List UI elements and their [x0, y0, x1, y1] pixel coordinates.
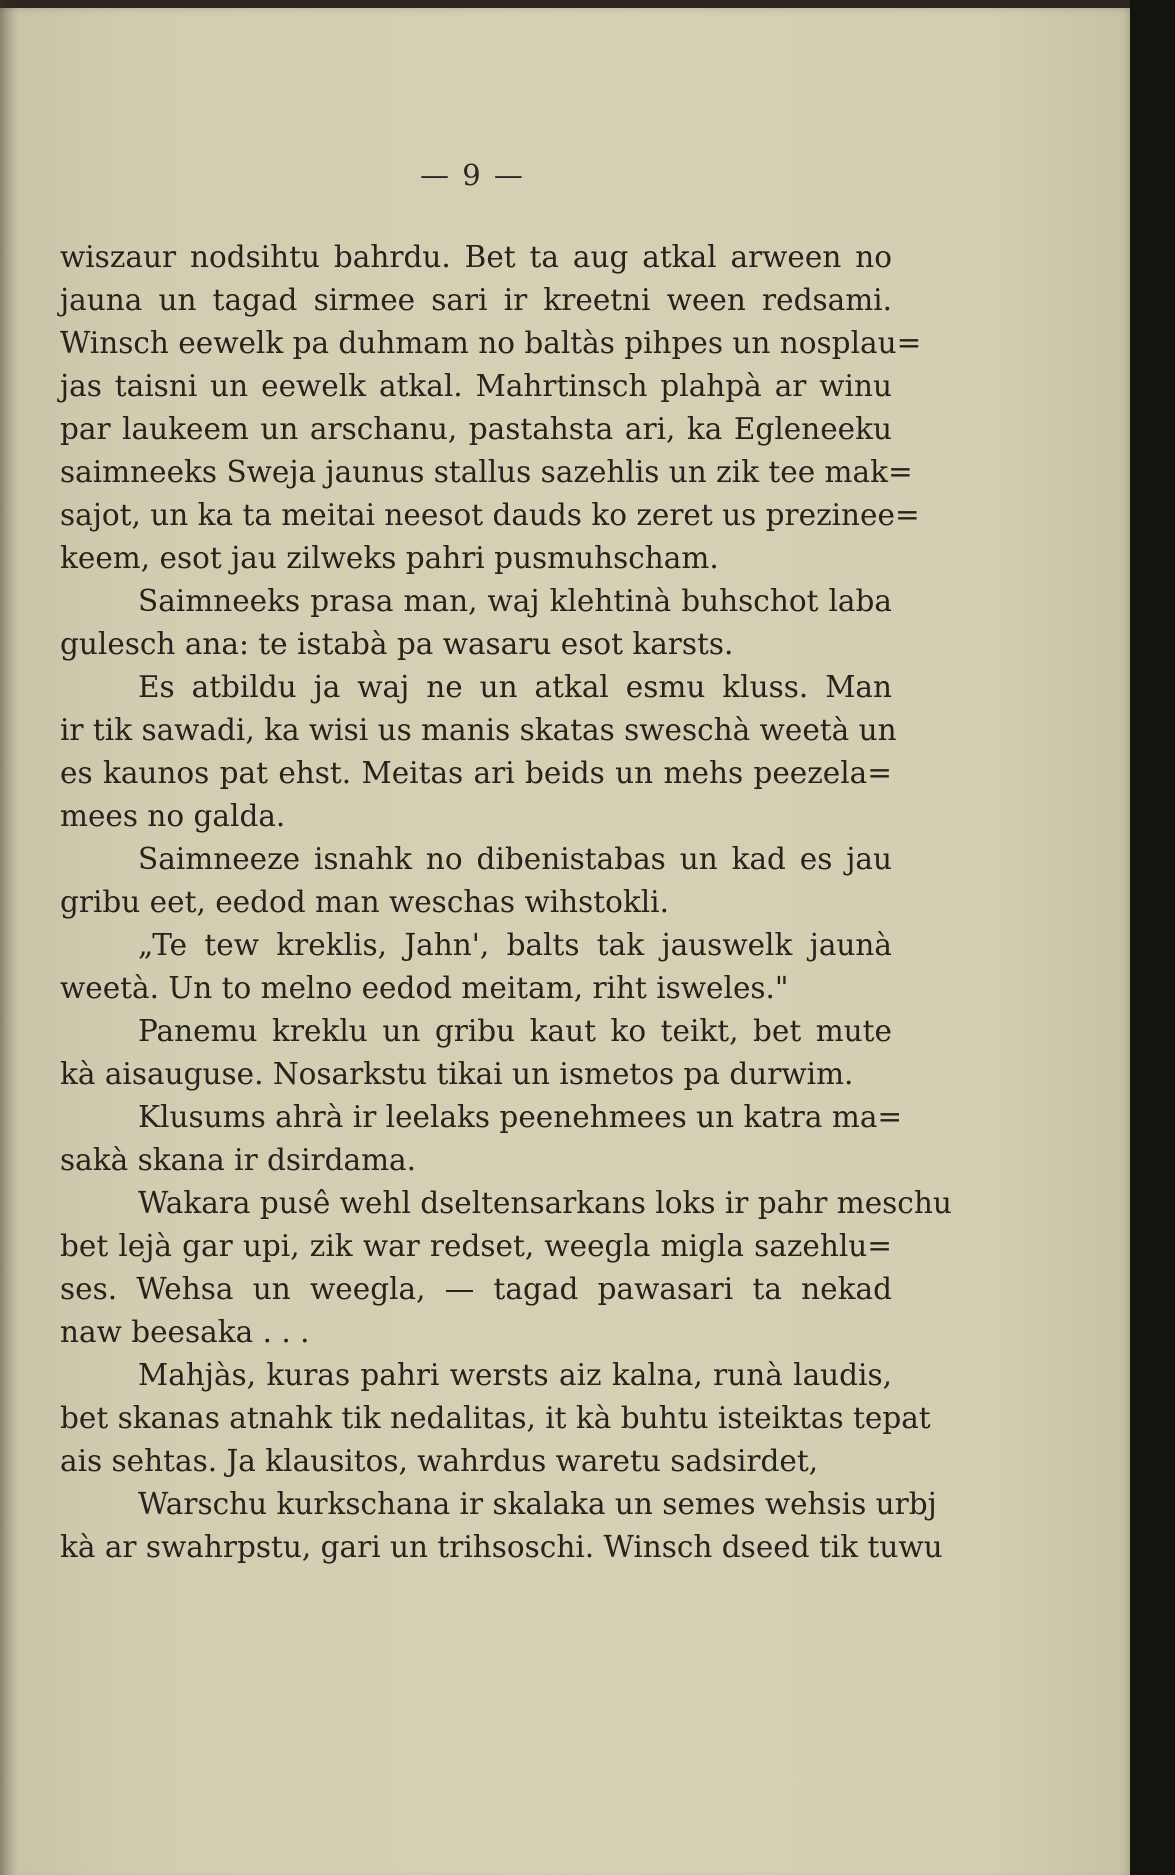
paragraph: [60, 1483, 943, 1569]
text-line: Es atbildu ja waj ne un atkal esmu kluss. Man: [138, 670, 892, 704]
spine-shadow: [0, 0, 18, 1875]
text-line: gribu eet, eedod man weschas wihstokli.: [60, 885, 669, 919]
paragraph: [60, 1354, 931, 1483]
text-line: Klusums ahrà ir leelaks peenehmees un katra ma=: [138, 1100, 903, 1134]
text-line: naw beesaka . . .: [60, 1315, 310, 1349]
paragraph: [60, 666, 897, 838]
text-line: bet skanas atnahk tik nedalitas, it kà buhtu isteiktas tepat: [60, 1401, 931, 1435]
text-line: ir tik sawadi, ka wisi us manis skatas sweschà weetà un: [60, 713, 897, 747]
paragraph: [60, 580, 892, 666]
text-line: kà aisauguse. Nosarkstu tikai un ismetos pa durwim.: [60, 1057, 854, 1091]
page-number: — 9 —: [420, 158, 525, 192]
text-line: keem, esot jau zilweks pahri pusmuhscham.: [60, 541, 719, 575]
paragraph: [60, 838, 892, 924]
paragraph: [60, 1096, 903, 1182]
text-line: bet lejà gar upi, zik war redset, weegla migla sazehlu=: [60, 1229, 892, 1263]
text-line: ais sehtas. Ja klausitos, wahrdus waretu sadsirdet,: [60, 1444, 819, 1478]
paragraph: [60, 924, 892, 1010]
paragraph: [60, 1010, 892, 1096]
text-line: weetà. Un to melno eedod meitam, riht isweles.": [60, 971, 789, 1005]
text-line: sakà skana ir dsirdama.: [60, 1143, 417, 1177]
body-text: [60, 236, 952, 1569]
text-line: jas taisni un eewelk atkal. Mahrtinsch plahpà ar winu: [60, 369, 892, 403]
text-line: par laukeem un arschanu, pastahsta ari, ka Egleneeku: [60, 412, 892, 446]
text-line: Warschu kurkschana ir skalaka un semes wehsis urbj: [138, 1487, 937, 1521]
text-line: es kaunos pat ehst. Meitas ari beids un mehs peezela=: [60, 756, 892, 790]
text-line: „Te tew kreklis, Jahn', balts tak jauswelk jaunà: [138, 928, 892, 962]
paragraph: [60, 236, 922, 580]
text-line: Saimneeze isnahk no dibenistabas un kad es jau: [138, 842, 892, 876]
text-line: Panemu kreklu un gribu kaut ko teikt, bet mute: [138, 1014, 892, 1048]
text-line: Wakara pusê wehl dseltensarkans loks ir pahr meschu: [138, 1186, 952, 1220]
text-line: wiszaur nodsihtu bahrdu. Bet ta aug atkal arween no: [60, 240, 892, 274]
text-line: Saimneeks prasa man, waj klehtinà buhschot laba: [138, 584, 892, 618]
text-line: jauna un tagad sirmee sari ir kreetni ween redsami.: [60, 283, 892, 317]
text-line: Mahjàs, kuras pahri wersts aiz kalna, runà laudis,: [138, 1358, 892, 1392]
text-line: sajot, un ka ta meitai neesot dauds ko zeret us prezinee=: [60, 498, 920, 532]
page-top-edge: [0, 0, 1130, 8]
text-line: gulesch ana: te istabà pa wasaru esot karsts.: [60, 627, 734, 661]
text-line: kà ar swahrpstu, gari un trihsoschi. Winsch dseed tik tuwu: [60, 1530, 943, 1564]
text-line: ses. Wehsa un weegla, — tagad pawasari ta nekad: [60, 1272, 892, 1306]
text-line: saimneeks Sweja jaunus stallus sazehlis un zik tee mak=: [60, 455, 913, 489]
text-line: Winsch eewelk pa duhmam no baltàs pihpes un nosplau=: [60, 326, 922, 360]
paragraph: [60, 1182, 952, 1354]
text-line: mees no galda.: [60, 799, 286, 833]
